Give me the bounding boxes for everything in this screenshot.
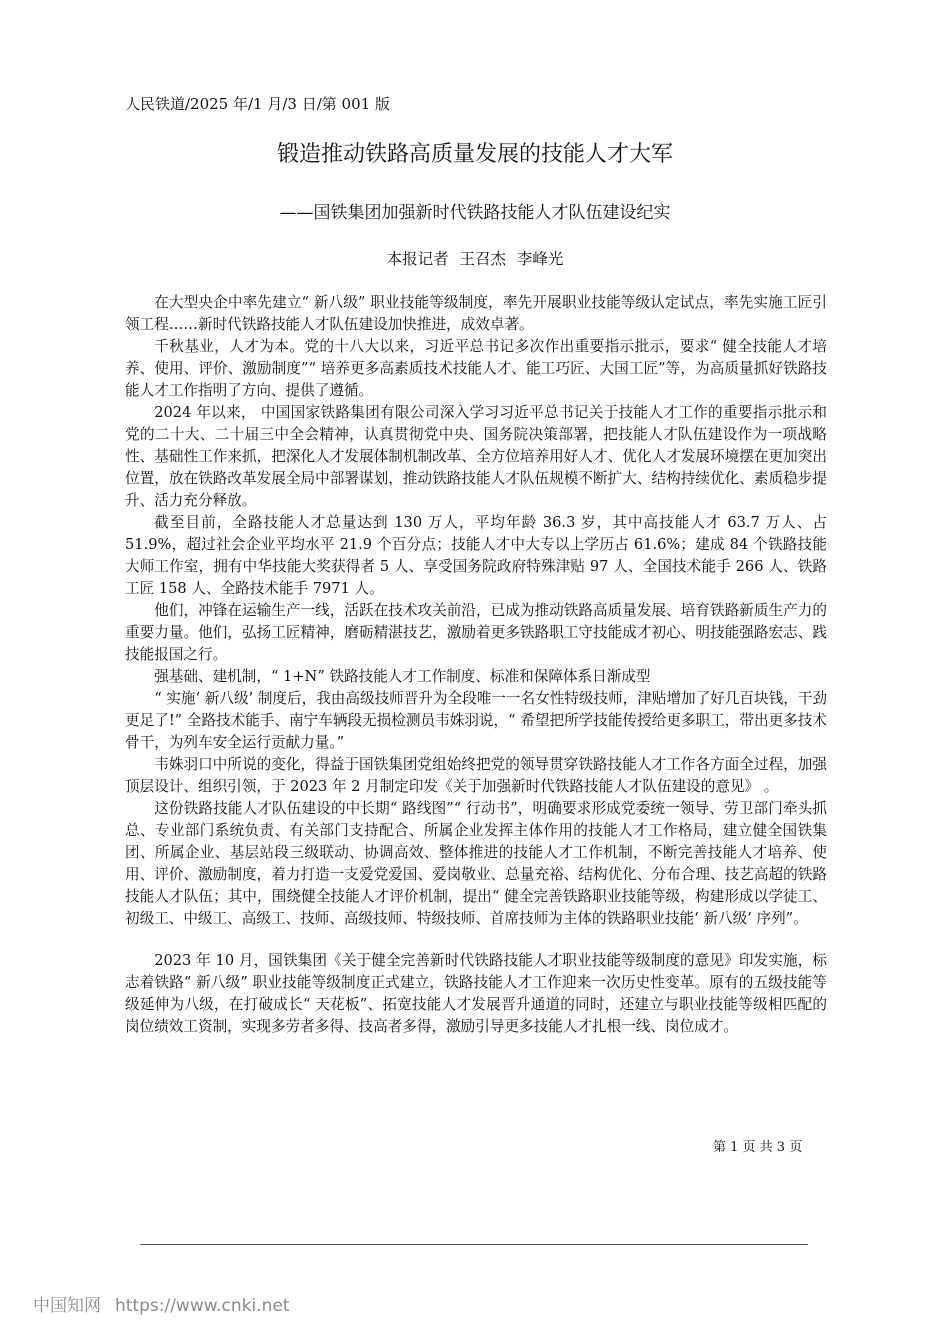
paragraph: 他们，冲锋在运输生产一线，活跃在技术攻关前沿，已成为推动铁路高质量发展、培育铁路新质生产力的重要力量。他们，弘扬工匠精神，磨砺精湛技艺，激励着更多铁路职工守技能成才初心、明技能强路宏志、践技能报国之行。 <box>125 602 827 663</box>
paragraph: 2023 年 10 月，国铁集团《关于健全完善新时代铁路技能人才职业技能等级制度的意见》印发实施，标志着铁路“ 新八级” 职业技能等级制度正式建立，铁路技能人才工作迎来一次历史性变革。原有的五级技能等级延伸为八级，在打破成长“ 天花板”、拓宽技能人才发展晋升通道的同时，还建立与职业技能等级相匹配的岗位绩效工资制，实现多劳者多得、技高者多得，激励引导更多技能人才扎根一线、岗位成才。 <box>125 952 827 1035</box>
footer-divider <box>140 1244 808 1245</box>
publication-source: 人民铁道/2025 年/1 月/3 日/第 001 版 <box>125 95 390 113</box>
article-body <box>125 292 827 1038</box>
article-title: 锻造推动铁路高质量发展的技能人才大军 <box>276 142 673 167</box>
article-byline: 本报记者 王召杰 李峰光 <box>386 250 564 268</box>
paragraph: 截至目前，全路技能人才总量达到 130 万人，平均年龄 36.3 岁，其中高技能人才 63.7 万人、占 51.9%，超过社会企业平均水平 21.9 个百分点；技能人才中大专以上学历占 61.6%；建成 84 个铁路技能大师工作室，拥有中华技能大奖获得者 5 人、享受国务院政府特殊津贴 97 人、全国技术能手 266 人、铁路工匠 158 人、全路技术能手 7971 人。 <box>125 514 827 597</box>
article-subtitle: ——国铁集团加强新时代铁路技能人才队伍建设纪实 <box>279 203 671 223</box>
paragraph: 韦姝羽口中所说的变化，得益于国铁集团党组始终把党的领导贯穿铁路技能人才工作各方面全过程，加强顶层设计、组织引领，于 2023 年 2 月制定印发《关于加强新时代铁路技能人才队伍建设的意见》 。 <box>125 756 827 795</box>
paragraph: “ 实施‘ 新八级’ 制度后，我由高级技师晋升为全段唯一一名女性特级技师，津贴增加了好几百块钱，干劲更足了!” 全路技术能手、南宁车辆段无损检测员韦姝羽说，“ 希望把所学技能传授给更多职工，带出更多技术骨干，为列车安全运行贡献力量。” <box>125 690 827 751</box>
paragraph: 2024 年以来， 中国国家铁路集团有限公司深入学习习近平总书记关于技能人才工作的重要指示批示和党的二十大、二十届三中全会精神，认真贯彻党中央、国务院决策部署，把技能人才队伍建设作为一项战略性、基础性工作来抓，把深化人才发展体制机制改革、全方位培养用好人才、优化人才发展环境摆在更加突出位置，放在铁路改革发展全局中部署谋划，推动铁路技能人才队伍规模不断扩大、结构持续优化、素质稳步提升、活力充分释放。 <box>125 404 827 509</box>
section-heading: 强基础、建机制，“ 1+N” 铁路技能人才工作制度、标准和保障体系日渐成型 <box>154 668 651 685</box>
paragraph: 千秋基业，人才为本。党的十八大以来，习近平总书记多次作出重要指示批示，要求“ 健全技能人才培养、使用、评价、激励制度”“ 培养更多高素质技术技能人才、能工巧匠、大国工匠”等，为高质量抓好铁路技能人才工作指明了方向、提供了遵循。 <box>125 338 827 399</box>
watermark-url: https://www.cnki.net <box>115 1296 290 1316</box>
paragraph: 这份铁路技能人才队伍建设的中长期“ 路线图”“ 行动书”，明确要求形成党委统一领导、劳卫部门牵头抓总、专业部门系统负责、有关部门支持配合、所属企业发挥主体作用的技能人才工作格局，建立健全国铁集团、所属企业、基层站段三级联动、协调高效、整体推进的技能人才工作机制，不断完善技能人才培养、使用、评价、激励制度，着力打造一支爱党爱国、爱岗敬业、总量充裕、结构优化、分布合理、技艺高超的铁路技能人才队伍；其中，围绕健全技能人才评价机制，提出“ 健全完善铁路职业技能等级，构建形成以学徒工、初级工、中级工、高级工、技师、高级技师、特级技师、首席技师为主体的铁路职业技能‘ 新八级’ 序列”。 <box>125 800 827 927</box>
page-number: 第 1 页 共 3 页 <box>713 1140 803 1155</box>
cnki-watermark <box>33 1294 289 1318</box>
watermark-brand: 中国知网 <box>33 1296 101 1316</box>
paragraph: 在大型央企中率先建立“ 新八级” 职业技能等级制度，率先开展职业技能等级认定试点，率先实施工匠引领工程……新时代铁路技能人才队伍建设加快推进，成效卓著。 <box>125 294 827 333</box>
